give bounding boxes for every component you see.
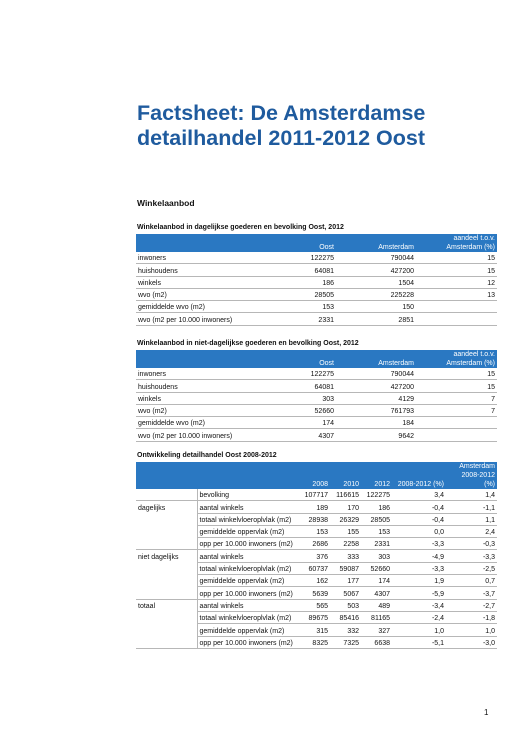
table3-cell: 5639 [298,587,330,599]
table3-cell: 28938 [298,513,330,525]
table3-cell: -1,1 [446,501,497,513]
table3-cell: 2258 [330,538,361,550]
table2-row [136,429,497,441]
table3-header-amsterdam-line2: 2008-2012 [461,472,495,479]
table1-header [136,234,497,252]
table1-cell: 64081 [261,264,336,276]
table3-cell [136,624,197,636]
table1-row [136,313,497,325]
table3-cell: 503 [330,599,361,611]
table2-header [136,350,497,368]
table2-header-share-line1: aandeel t.o.v. [453,351,495,358]
table3-cell [136,489,197,501]
table2-cell: 15 [416,368,497,380]
table3-row [136,636,497,648]
table3-cell: 4307 [361,587,392,599]
table1-cell: 122275 [261,252,336,264]
table3-cell: bevolking [197,489,298,501]
table3-cell: -2,7 [446,599,497,611]
table1-cell: 28505 [261,288,336,300]
table1-cell: 1504 [336,276,416,288]
table3-row [136,587,497,599]
table1-cell: gemiddelde wvo (m2) [136,301,261,313]
table2-row [136,417,497,429]
table2-header-share-line2: Amsterdam (%) [446,360,495,367]
table3-cell [136,611,197,623]
table3-header-amsterdam-line3: (%) [484,481,495,488]
table3-cell: 189 [298,501,330,513]
table3-row [136,489,497,501]
table2-cell: wvo (m2) [136,404,261,416]
table2-cell: 64081 [261,380,336,392]
table1-header-label [136,234,261,252]
table2-cell: winkels [136,392,261,404]
table3-header-2012: 2012 [361,462,392,489]
table3-cell: 303 [361,550,392,562]
table2-cell [416,429,497,441]
table1-header-share-line2: Amsterdam (%) [446,244,495,251]
table3-header-indicator [197,462,298,489]
table3-cell: 2686 [298,538,330,550]
table2-row [136,380,497,392]
table1-header-oost: Oost [261,234,336,252]
table2-cell: 122275 [261,368,336,380]
table3-row [136,538,497,550]
table3-row [136,525,497,537]
table3-header-change: 2008-2012 (%) [392,462,446,489]
table3-cell [136,525,197,537]
table3-cell: -1,8 [446,611,497,623]
table3-cell: 177 [330,575,361,587]
table3-cell: 155 [330,525,361,537]
table2-cell: 52660 [261,404,336,416]
table3-cell: 0,0 [392,525,446,537]
table2-cell [416,417,497,429]
table3-cell: -2,4 [392,611,446,623]
table3-cell: -3,7 [446,587,497,599]
table1-cell: inwoners [136,252,261,264]
table2-cell: 4129 [336,392,416,404]
table3-cell: -0,3 [446,538,497,550]
table3-cell [136,587,197,599]
table3-cell: opp per 10.000 inwoners (m2) [197,538,298,550]
table2-cell: 174 [261,417,336,429]
table3-cell: 85416 [330,611,361,623]
table3-cell: -5,1 [392,636,446,648]
table3-cell: 6638 [361,636,392,648]
table3-cell: 52660 [361,562,392,574]
table3-cell: totaal winkelvloeroplvlak (m2) [197,513,298,525]
title-line-2: detailhandel 2011-2012 Oost [137,126,425,150]
table2-cell: 9642 [336,429,416,441]
table1-caption: Winkelaanbod in dagelijkse goederen en bevolking Oost, 2012 [137,224,344,231]
table3-cell: niet dagelijks [138,554,179,562]
table3-cell: 186 [361,501,392,513]
table1-cell: 12 [416,276,497,288]
table3-development [136,462,497,649]
table2-header-label [136,350,261,368]
table1-row [136,264,497,276]
table3-cell: 1,0 [446,624,497,636]
table3-cell [136,538,197,550]
table1-cell: wvo (m2 per 10.000 inwoners) [136,313,261,325]
table3-cell: -3,4 [392,599,446,611]
table1-cell: 2851 [336,313,416,325]
table2-cell: wvo (m2 per 10.000 inwoners) [136,429,261,441]
table3-row [136,611,497,623]
table3-cell: 565 [298,599,330,611]
table3-cell: 333 [330,550,361,562]
table2-cell: 303 [261,392,336,404]
table3-cell: 489 [361,599,392,611]
table3-cell: opp per 10.000 inwoners (m2) [197,587,298,599]
table3-cell: 59087 [330,562,361,574]
table1-cell: 427200 [336,264,416,276]
table3-cell: 162 [298,575,330,587]
table3-cell: -0,4 [392,513,446,525]
table2-cell: 761793 [336,404,416,416]
table3-row [136,575,497,587]
page-title [137,101,497,151]
table2-header-oost: Oost [261,350,336,368]
table3-cell: totaal winkelvloeroplvlak (m2) [197,611,298,623]
table3-cell: 28505 [361,513,392,525]
table3-cell [136,575,197,587]
table3-cell: 1,0 [392,624,446,636]
table3-cell: 81165 [361,611,392,623]
table3-row [136,599,497,611]
table3-cell: 3,4 [392,489,446,501]
table3-cell: 170 [330,501,361,513]
table2-cell: inwoners [136,368,261,380]
table3-cell: 8325 [298,636,330,648]
table3-cell: aantal winkels [197,599,298,611]
table1-row [136,301,497,313]
table1-cell [416,313,497,325]
table3-cell: -5,9 [392,587,446,599]
table2-cell: 184 [336,417,416,429]
table3-cell: -0,4 [392,501,446,513]
table1-cell: 2331 [261,313,336,325]
table3-cell: 89675 [298,611,330,623]
table3-header-amsterdam [446,462,497,489]
table3-cell: -3,3 [446,550,497,562]
table3-cell: -3,3 [392,538,446,550]
table1-cell [416,301,497,313]
table2-cell: 15 [416,380,497,392]
table3-cell: 327 [361,624,392,636]
table3-header-2010: 2010 [330,462,361,489]
table1-cell: huishoudens [136,264,261,276]
table3-cell: -3,0 [446,636,497,648]
table3-cell: -2,5 [446,562,497,574]
table3-cell: totaal [138,603,156,611]
table3-cell: 1,1 [446,513,497,525]
table3-cell: gemiddelde oppervlak (m2) [197,525,298,537]
table3-cell: 2,4 [446,525,497,537]
table2-cell: 7 [416,392,497,404]
table2-cell: gemiddelde wvo (m2) [136,417,261,429]
table1-cell: 153 [261,301,336,313]
table3-cell: aantal winkels [197,550,298,562]
table3-cell: 1,4 [446,489,497,501]
table1-row [136,252,497,264]
table2-cell: 790044 [336,368,416,380]
table1-cell: 150 [336,301,416,313]
table3-cell: aantal winkels [197,501,298,513]
table3-cell: 60737 [298,562,330,574]
table2-cell: 7 [416,404,497,416]
table1-daily-goods [136,234,497,326]
table3-header-2008: 2008 [298,462,330,489]
page-number: 1 [484,708,489,717]
table2-cell: 4307 [261,429,336,441]
table3-cell: 5067 [330,587,361,599]
table1-header-amsterdam: Amsterdam [336,234,416,252]
table1-row [136,276,497,288]
table3-cell: 122275 [361,489,392,501]
table3-cell: 332 [330,624,361,636]
table3-caption: Ontwikkeling detailhandel Oost 2008-2012 [137,452,277,459]
table1-cell: wvo (m2) [136,288,261,300]
table1-header-share [416,234,497,252]
table3-cell: 153 [298,525,330,537]
table1-header-share-line1: aandeel t.o.v. [453,235,495,242]
table3-cell: 116615 [330,489,361,501]
table3-cell: opp per 10.000 inwoners (m2) [197,636,298,648]
table3-cell: gemiddelde oppervlak (m2) [197,575,298,587]
table2-row [136,368,497,380]
table2-caption: Winkelaanbod in niet-dagelijkse goederen en bevolking Oost, 2012 [137,340,359,347]
table3-cell: 2331 [361,538,392,550]
table3-cell: 0,7 [446,575,497,587]
table3-cell: 174 [361,575,392,587]
table3-cell [136,636,197,648]
table3-cell [136,562,197,574]
table1-cell: 186 [261,276,336,288]
table2-nondaily-goods [136,350,497,442]
table1-cell: 790044 [336,252,416,264]
table3-cell: dagelijks [138,505,166,513]
table3-cell: 153 [361,525,392,537]
table3-cell [136,513,197,525]
table3-cell: 1,9 [392,575,446,587]
table3-cell: 315 [298,624,330,636]
table2-row [136,404,497,416]
table3-row [136,550,497,562]
table3-row [136,624,497,636]
table2-header-amsterdam: Amsterdam [336,350,416,368]
table3-cell: -4,9 [392,550,446,562]
table3-row [136,562,497,574]
table2-header-share [416,350,497,368]
table3-header [136,462,497,489]
table1-cell: 225228 [336,288,416,300]
title-line-1: Factsheet: De Amsterdamse [137,101,426,125]
table1-cell: 15 [416,264,497,276]
table1-cell: winkels [136,276,261,288]
table3-cell: gemiddelde oppervlak (m2) [197,624,298,636]
table3-header-group [136,462,197,489]
section-heading: Winkelaanbod [137,198,195,208]
table3-cell: 376 [298,550,330,562]
table1-cell: 13 [416,288,497,300]
table3-cell: 26329 [330,513,361,525]
table2-cell: 427200 [336,380,416,392]
table2-cell: huishoudens [136,380,261,392]
table3-row [136,501,497,513]
table3-row [136,513,497,525]
table3-cell: -3,3 [392,562,446,574]
table1-cell: 15 [416,252,497,264]
table3-cell: 107717 [298,489,330,501]
table3-header-amsterdam-line1: Amsterdam [459,463,495,470]
table1-row [136,288,497,300]
table3-cell: totaal winkelvloeroplvlak (m2) [197,562,298,574]
table2-row [136,392,497,404]
table3-cell: 7325 [330,636,361,648]
